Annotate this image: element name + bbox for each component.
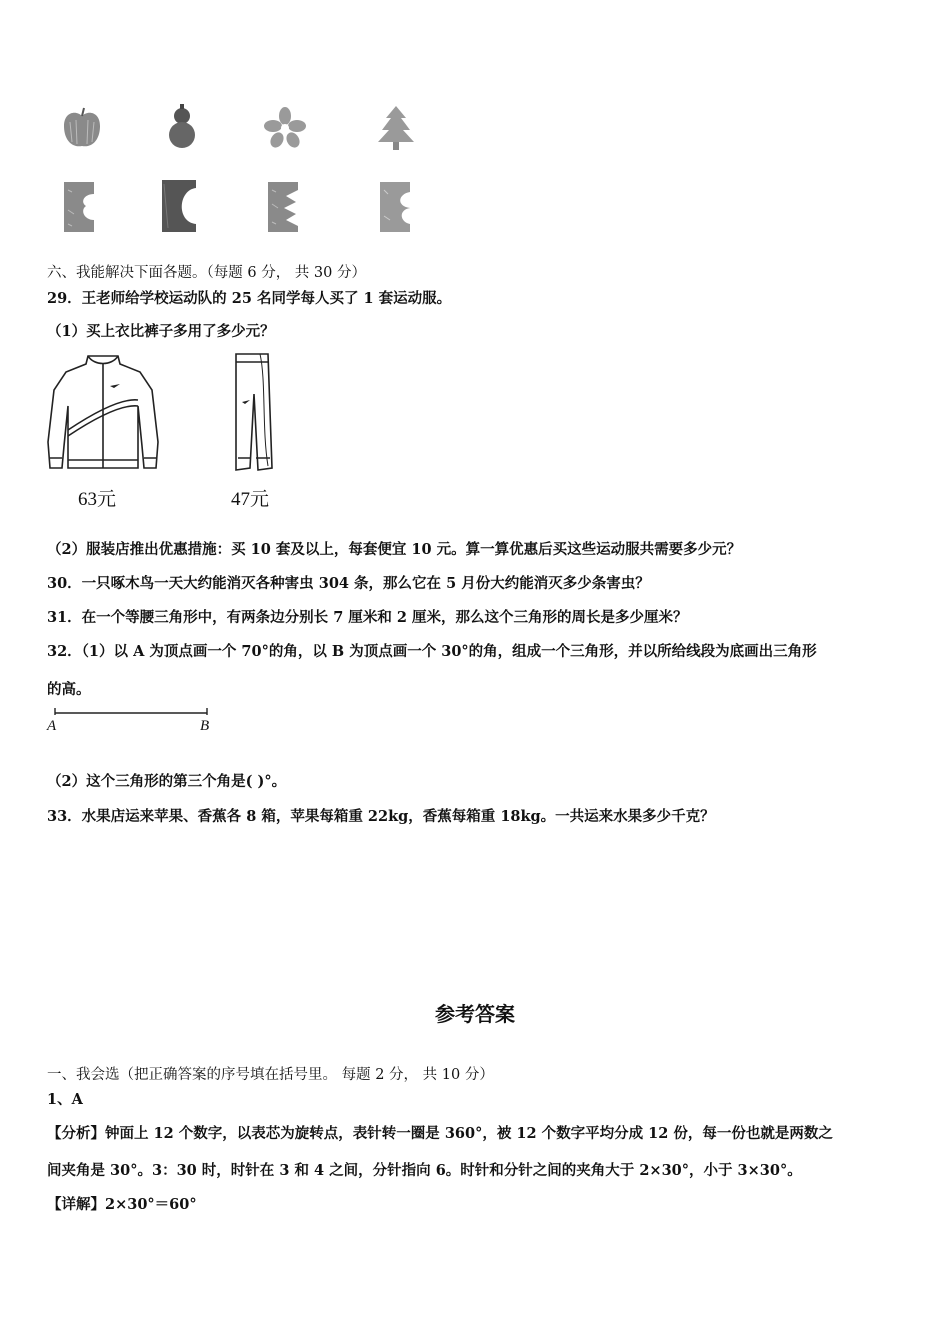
question-29-part-1: （1）买上衣比裤子多用了多少元？ [47, 323, 275, 340]
question-30: 30．一只啄木鸟一天大约能消灭各种害虫 304 条，那么它在 5 月份大约能消灭多少条害虫？ [47, 575, 650, 592]
question-32-part-2: （2）这个三角形的第三个角是( )°。 [47, 773, 287, 790]
segment-ab [54, 707, 210, 723]
question-31: 31．在一个等腰三角形中，有两条边分别长 7 厘米和 2 厘米，那么这个三角形的周长是多少厘米？ [47, 609, 688, 626]
folded-paper-cut-b-image [160, 178, 200, 238]
point-a-label: A [47, 718, 57, 734]
section-6-heading: 六、我能解决下面各题。（每题 6 分， 共 30 分） [47, 265, 366, 281]
analysis-line-1: 【分析】钟面上 12 个数字，以表芯为旋转点，表针转一圈是 360°，被 12 个数字平均分成 12 份，每一份也就是两数之 [47, 1125, 833, 1142]
question-33: 33．水果店运来苹果、香蕉各 8 箱，苹果每箱重 22kg，香蕉每箱重 18kg。一共运来水果多少千克？ [47, 808, 715, 825]
detail-line: 【详解】2×30°＝60° [47, 1196, 197, 1213]
point-b-label: B [200, 718, 210, 734]
question-29-part-2: （2）服装店推出优惠措施：买 10 套及以上，每套便宜 10 元。算一算优惠后买这些运动服共需要多少元？ [47, 541, 742, 558]
jacket-image [44, 350, 162, 480]
gourd-shape-image [162, 103, 202, 155]
apple-shape-image [58, 104, 106, 156]
pants-price: 47元 [231, 489, 270, 510]
folded-paper-cut-d-image [378, 180, 414, 238]
jacket-price: 63元 [78, 489, 117, 510]
question-29-stem: 29．王老师给学校运动队的 25 名同学每人买了 1 套运动服。 [47, 290, 452, 307]
tree-shape-image [376, 104, 416, 156]
answers-title: 参考答案 [435, 1002, 515, 1026]
question-32-line-2: 的高。 [47, 681, 91, 698]
pants-image [226, 350, 278, 480]
answer-item-1: 1、A [47, 1091, 83, 1108]
folded-paper-cut-c-image [266, 180, 302, 238]
answers-section-1-heading: 一、我会选（把正确答案的序号填在括号里。 每题 2 分， 共 10 分） [47, 1067, 494, 1083]
flower-shape-image [263, 106, 307, 154]
folded-paper-cut-a-image [62, 180, 98, 238]
question-32-line-1: 32．（1）以 A 为顶点画一个 70°的角，以 B 为顶点画一个 30°的角，组成一个三角形，并以所给线段为底画出三角形 [47, 643, 817, 660]
analysis-line-2: 间夹角是 30°。3：30 时，时针在 3 和 4 之间，分针指向 6。时针和分针之间的夹角大于 2×30°，小于 3×30°。 [47, 1162, 802, 1179]
